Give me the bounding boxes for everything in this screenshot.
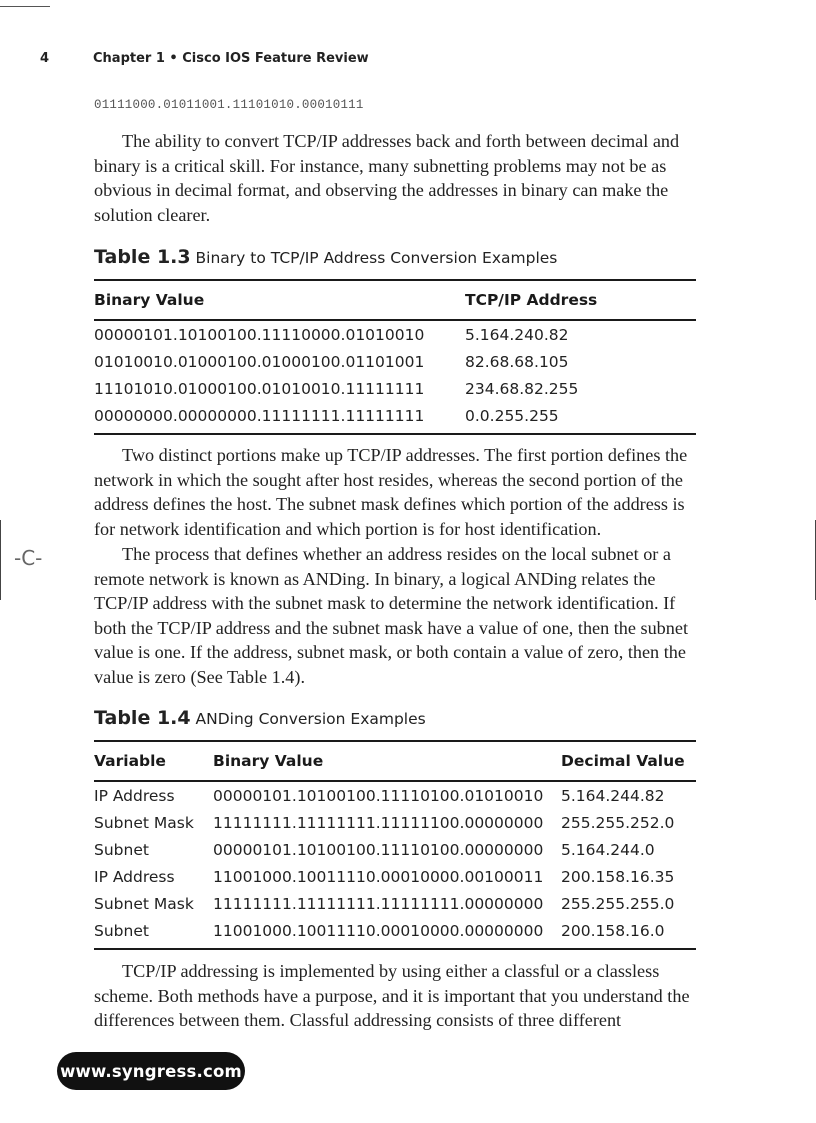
table-header-row: [94, 281, 696, 319]
table-row: [94, 403, 696, 430]
table-row: [94, 783, 696, 810]
table-cell: 00000101.10100100.11110100.01010010: [213, 787, 544, 805]
table-cell: 0.0.255.255: [465, 407, 559, 425]
table-cell: 200.158.16.35: [561, 868, 675, 886]
table-cell: Subnet: [94, 922, 149, 940]
table-cell: 234.68.82.255: [465, 380, 579, 398]
table-cell: 11001000.10011110.00010000.00100011: [213, 868, 544, 886]
table-cell: Subnet: [94, 841, 149, 859]
table-1-4-caption: [94, 707, 426, 729]
paragraph-3: [94, 542, 698, 689]
table-1-3-number: Table 1.3: [94, 246, 191, 268]
table-cell: Subnet Mask: [94, 814, 194, 832]
paragraph-4: [94, 959, 698, 1033]
column-header: TCP/IP Address: [465, 291, 598, 309]
table-1-4-title: ANDing Conversion Examples: [195, 710, 426, 728]
table-cell: 200.158.16.0: [561, 922, 665, 940]
paragraph-4-text: TCP/IP addressing is implemented by using either a classful or a classless scheme. Both methods have a purpose, and it is important that you understand the differences between them. Classful addressing consists of three different: [94, 961, 690, 1030]
paragraph-1-text: The ability to convert TCP/IP addresses back and forth between decimal and binary is a critical skill. For instance, many subnetting problems may not be as obvious in decimal format, and observing the addresses in binary can make the solution clearer.: [94, 131, 680, 225]
table-cell: 5.164.244.0: [561, 841, 655, 859]
column-header: Decimal Value: [561, 752, 685, 770]
paragraph-3-text: The process that defines whether an address resides on the local subnet or a remote network is known as ANDing. In binary, a logical ANDing relates the TCP/IP address with the subnet mask to determine the network identification. If both the TCP/IP address and the subnet mask have a value of one, then the subnet value is one. If the address, subnet mask, or both contain a value of zero, then the value is zero (See Table 1.4).: [94, 544, 688, 687]
paragraph-2-text: Two distinct portions make up TCP/IP addresses. The first portion defines the network in which the sought after host resides, whereas the second portion of the address defines the host. The subnet mask defines which portion of the address is for network identification and which portion is for host identification.: [94, 445, 688, 539]
corner-rule: [0, 6, 50, 7]
paragraph-2: [94, 443, 698, 541]
table-cell: 00000101.10100100.11110100.00000000: [213, 841, 544, 859]
table-cell: 11101010.01000100.01010010.11111111: [94, 380, 425, 398]
table-cell: IP Address: [94, 868, 175, 886]
table-cell: 255.255.255.0: [561, 895, 675, 913]
table-1-4-number: Table 1.4: [94, 707, 191, 729]
table-rule: [94, 433, 696, 435]
table-1-4: [94, 740, 696, 950]
table-row: [94, 376, 696, 403]
table-cell: 00000101.10100100.11110000.01010010: [94, 326, 425, 344]
table-row: [94, 837, 696, 864]
table-cell: 01010010.01000100.01000100.01101001: [94, 353, 425, 371]
table-row: [94, 891, 696, 918]
table-cell: 82.68.68.105: [465, 353, 569, 371]
website-url-badge[interactable]: www.syngress.com: [57, 1052, 245, 1090]
table-cell: Subnet Mask: [94, 895, 194, 913]
table-1-3: [94, 279, 696, 435]
table-cell: 11001000.10011110.00010000.00000000: [213, 922, 544, 940]
table-1-3-title: Binary to TCP/IP Address Conversion Examples: [195, 249, 558, 267]
table-cell: IP Address: [94, 787, 175, 805]
table-cell: 11111111.11111111.11111100.00000000: [213, 814, 544, 832]
table-row: [94, 349, 696, 376]
chapter-title: Chapter 1 • Cisco IOS Feature Review: [93, 51, 369, 66]
registration-mark-icon: -С-: [14, 546, 43, 570]
table-body: [94, 321, 696, 433]
table-row: [94, 864, 696, 891]
left-margin-line: [0, 520, 1, 600]
table-cell: 5.164.244.82: [561, 787, 665, 805]
table-cell: 00000000.00000000.11111111.11111111: [94, 407, 425, 425]
page-number: 4: [40, 51, 50, 66]
column-header: Binary Value: [94, 291, 205, 309]
table-cell: 11111111.11111111.11111111.00000000: [213, 895, 544, 913]
table-cell: 5.164.240.82: [465, 326, 569, 344]
table-1-3-caption: [94, 246, 557, 268]
table-header-row: [94, 742, 696, 780]
table-row: [94, 322, 696, 349]
binary-code-line: 01111000.01011001.11101010.00010111: [94, 98, 364, 112]
table-cell: 255.255.252.0: [561, 814, 675, 832]
table-row: [94, 918, 696, 945]
column-header: Binary Value: [213, 752, 324, 770]
table-body: [94, 782, 696, 948]
paragraph-1: [94, 129, 698, 227]
table-rule: [94, 948, 696, 950]
column-header: Variable: [94, 752, 166, 770]
table-row: [94, 810, 696, 837]
